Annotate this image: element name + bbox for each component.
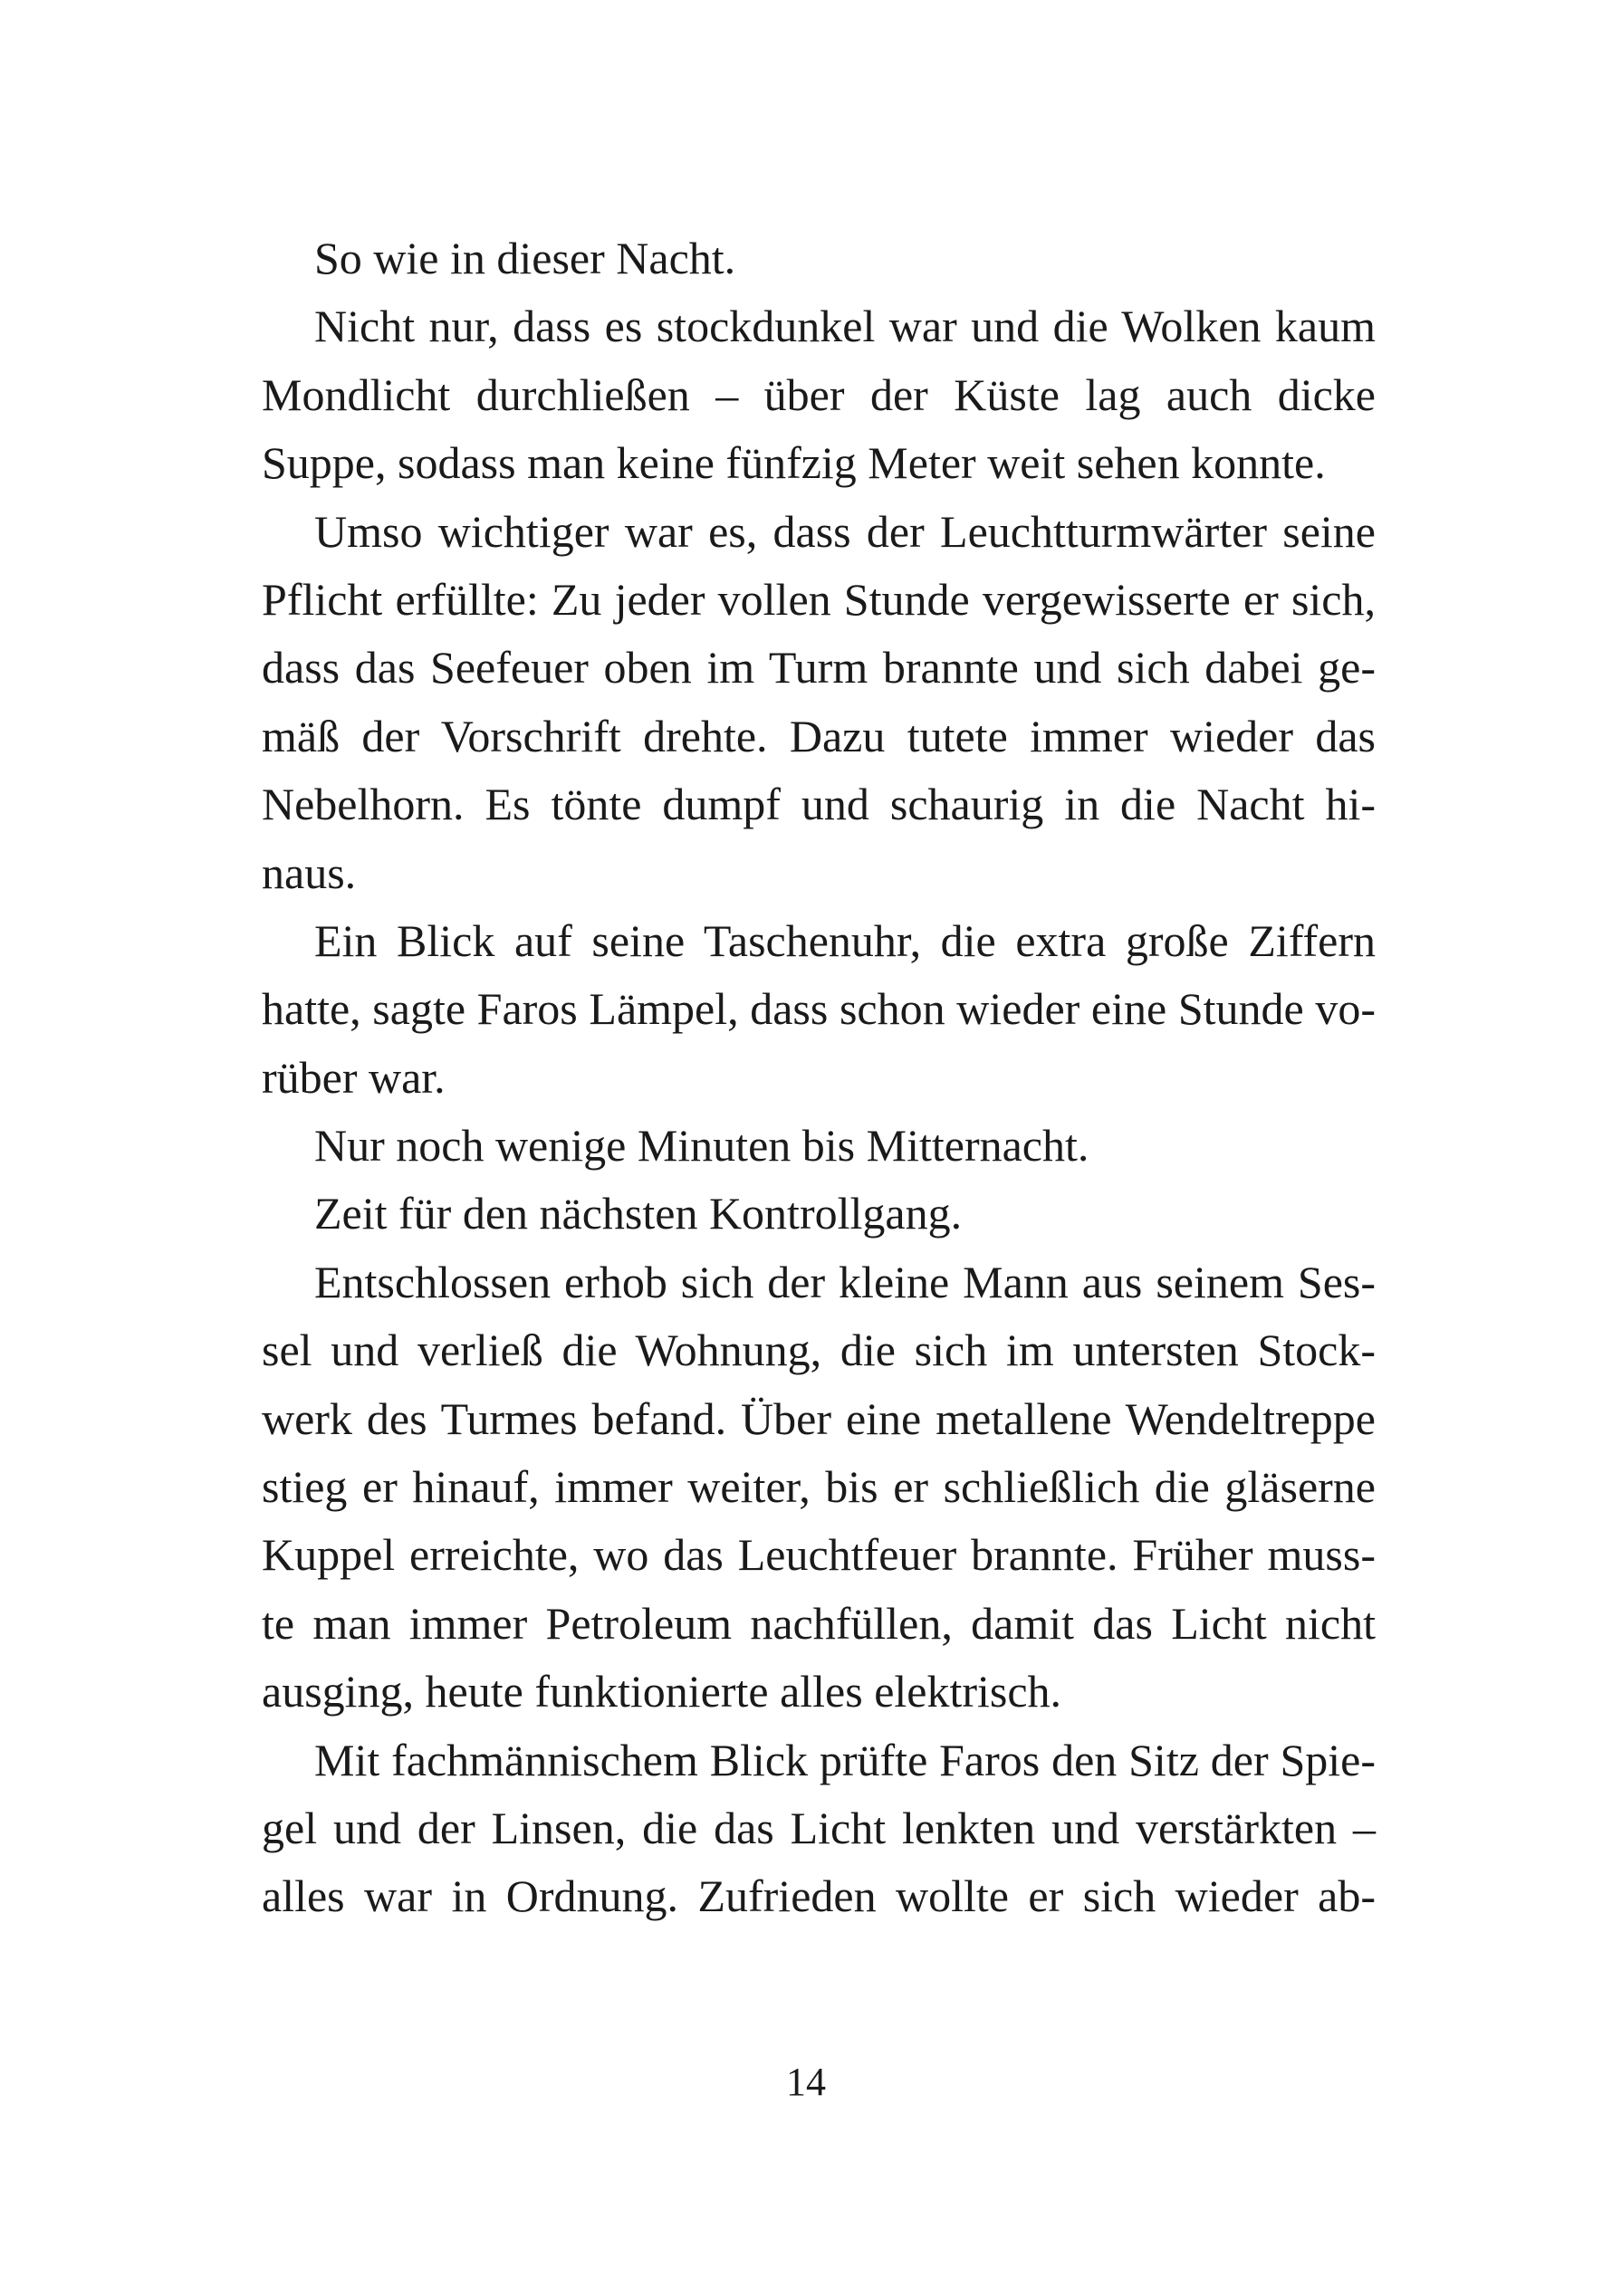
text-line: hatte, sagte Faros Lämpel, dass schon wieder eine Stunde vo- xyxy=(262,983,1376,1035)
text-line: mäß der Vorschrift drehte. Dazu tutete immer wieder das xyxy=(262,710,1376,761)
text-line: dass das Seefeuer oben im Turm brannte und sich dabei ge- xyxy=(262,642,1376,694)
text-line: te man immer Petroleum nachfüllen, damit das Licht nicht xyxy=(262,1597,1376,1649)
text-line: Nicht nur, dass es stockdunkel war und die Wolken kaum xyxy=(314,301,1376,352)
page-number: 14 xyxy=(786,2060,826,2104)
text-line: Entschlossen erhob sich der kleine Mann aus seinem Ses- xyxy=(314,1256,1376,1307)
text-line: Pflicht erfüllte: Zu jeder vollen Stunde vergewisserte er sich, xyxy=(262,573,1376,625)
text-line: Mondlicht durchließen – über der Küste lag auch dicke xyxy=(262,368,1376,420)
text-line: alles war in Ordnung. Zufrieden wollte er sich wieder ab- xyxy=(262,1870,1376,1922)
text-line: So wie in dieser Nacht. xyxy=(314,233,736,283)
text-line: Zeit für den nächsten Kontrollgang. xyxy=(314,1188,963,1239)
text-line: Nur noch wenige Minuten bis Mitternacht. xyxy=(314,1120,1089,1172)
text-line: stieg er hinauf, immer weiter, bis er schließlich die gläserne xyxy=(262,1461,1376,1513)
text-line: rüber war. xyxy=(262,1051,446,1103)
text-line: Kuppel erreichte, wo das Leuchtfeuer brannte. Früher muss- xyxy=(262,1529,1376,1581)
text-line: Umso wichtiger war es, dass der Leuchtturmwärter seine xyxy=(314,505,1376,557)
text-line: Nebelhorn. Es tönte dumpf und schaurig in die Nacht hi- xyxy=(262,779,1376,830)
text-line: Ein Blick auf seine Taschenuhr, die extra große Ziffern xyxy=(314,914,1376,966)
text-line: naus. xyxy=(262,847,357,898)
text-line: werk des Turmes befand. Über eine metallene Wendeltreppe xyxy=(262,1392,1376,1444)
text-line: Mit fachmännischem Blick prüfte Faros den Sitz der Spie- xyxy=(314,1734,1376,1785)
text-line: ausging, heute funktionierte alles elektrisch. xyxy=(262,1666,1062,1717)
text-line: gel und der Linsen, die das Licht lenkten und verstärkten – xyxy=(262,1802,1376,1853)
body-text xyxy=(262,225,1376,1931)
text-line: sel und verließ die Wohnung, die sich im untersten Stock- xyxy=(262,1325,1376,1376)
text-line: Suppe, sodass man keine fünfzig Meter weit sehen konnte. xyxy=(262,437,1326,489)
